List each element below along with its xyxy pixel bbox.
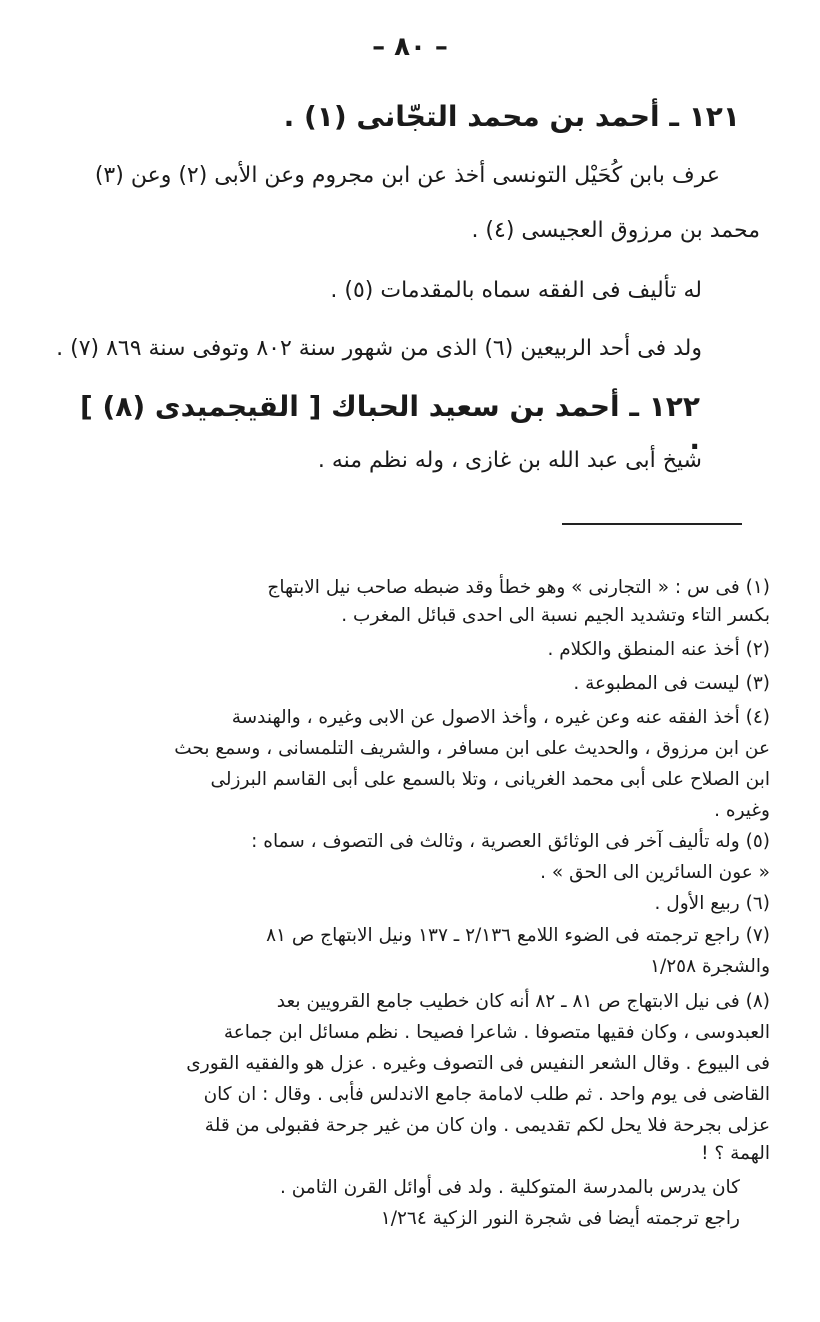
footnote-4-line-4: وغيره . <box>714 800 770 821</box>
footnote-7-line-1: (٧) راجع ترجمته فى الضوء اللامع ٢/١٣٦ ـ ١٣٧ ونيل الابتهاج ص ٨١ <box>266 925 770 946</box>
footnote-1-line-2: بكسر التاء وتشديد الجيم نسبة الى احدى قبائل المغرب . <box>341 605 770 626</box>
footnote-3: (٣) ليست فى المطبوعة . <box>573 673 770 694</box>
footnote-4-line-3: ابن الصلاح على أبى محمد الغريانى ، وتلا بالسمع على أبى القاسم البرزلى <box>210 769 770 790</box>
footnote-6: (٦) ربيع الأول . <box>654 893 770 914</box>
footnote-separator <box>562 523 742 525</box>
footnote-8-line-5: عزلى بجرحة فلا يحل لكم تقديمى . وان كان من غير جرحة فقبولى من قلة <box>204 1115 770 1136</box>
footnote-5-line-1: (٥) وله تأليف آخر فى الوثائق العصرية ، وثالث فى التصوف ، سماه : <box>251 831 770 852</box>
footnote-4-line-1: (٤) أخذ الفقه عنه وعن غيره ، وأخذ الاصول عن الابى وغيره ، والهندسة <box>231 707 770 728</box>
entry-121-line-2: محمد بن مرزوق العجيسى (٤) . <box>471 218 760 243</box>
footnote-4-line-2: عن ابن مرزوق ، والحديث على ابن مسافر ، والشريف التلمسانى ، وسمع بحث <box>174 738 770 759</box>
footnote-8-line-1: (٨) فى نيل الابتهاج ص ٨١ ـ ٨٢ أنه كان خطيب جامع القرويين بعد <box>276 991 770 1012</box>
entry-121-title: ١٢١ ـ أحمد بن محمد التجّانى (١) . <box>283 100 740 133</box>
footnote-2: (٢) أخذ عنه المنطق والكلام . <box>547 639 770 660</box>
entry-121-line-1: عرف بابن كُحَيْل التونسى أخذ عن ابن مجروم وعن الأبى (٢) وعن (٣) <box>94 163 720 188</box>
footnote-8-line-7: كان يدرس بالمدرسة المتوكلية . ولد فى أوائل القرن الثامن . <box>279 1177 740 1198</box>
entry-121-line-4: ولد فى أحد الربيعين (٦) الذى من شهور سنة ٨٠٢ وتوفى سنة ٨٦٩ (٧) . <box>56 336 702 361</box>
footnote-7-line-2: والشجرة ١/٢٥٨ <box>650 956 770 977</box>
footnote-1-line-1: (١) فى س : « التجارنى » وهو خطأ وقد ضبطه صاحب نيل الابتهاج <box>267 577 770 598</box>
footnote-5-line-2: « عون السائرين الى الحق » . <box>540 862 770 883</box>
footnote-8-line-8: راجع ترجمته أيضا فى شجرة النور الزكية ١/٢٦٤ <box>380 1208 740 1229</box>
footnote-8-line-4: القاضى فى يوم واحد . ثم طلب لامامة جامع الاندلس فأبى . وقال : ان كان <box>203 1084 770 1105</box>
footnote-8-line-6: الهمة ؟ ! <box>701 1143 770 1164</box>
footnote-8-line-2: العبدوسى ، وكان فقيها متصوفا . شاعرا فصيحا . نظم مسائل ابن جماعة <box>223 1022 770 1043</box>
entry-121-line-3: له تأليف فى الفقه سماه بالمقدمات (٥) . <box>330 278 702 303</box>
page-number: – ٨٠ – <box>372 32 448 62</box>
footnote-8-line-3: فى البيوع . وقال الشعر النفيس فى التصوف وغيره . عزل هو والفقيه القورى <box>186 1053 770 1074</box>
entry-122-title: ١٢٢ ـ أحمد بن سعيد الحباك [ القيجميدى (٨) ] . <box>79 390 700 456</box>
entry-122-line-1: شيخ أبى عبد الله بن غازى ، وله نظم منه . <box>317 448 702 473</box>
